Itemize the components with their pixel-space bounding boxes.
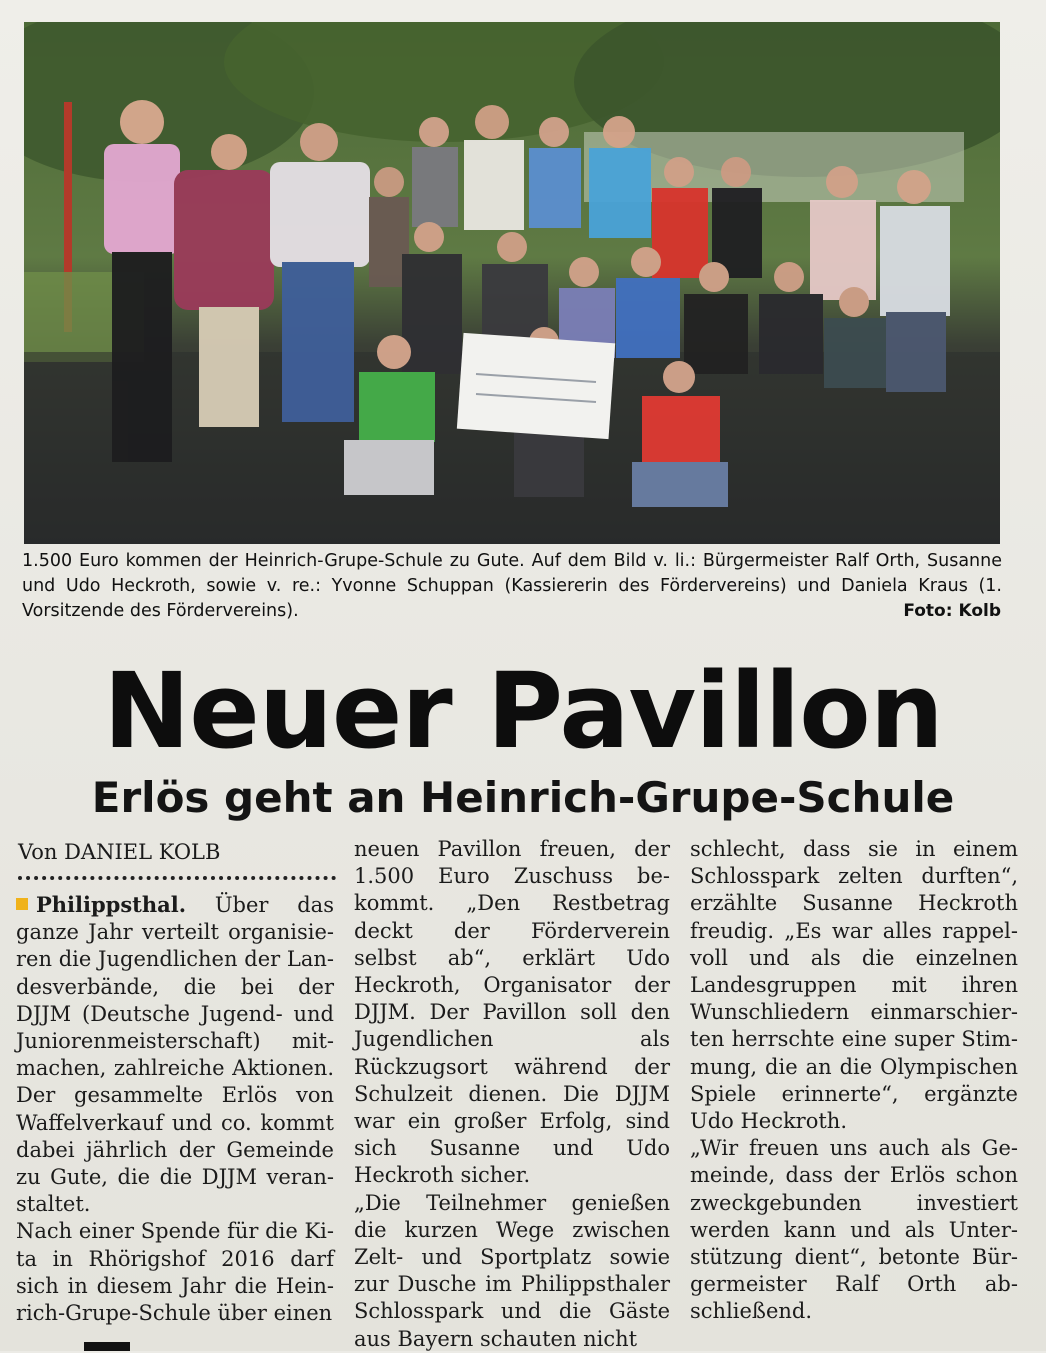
cheque-board: [457, 333, 615, 439]
headline: Neuer Pavillon: [103, 650, 943, 772]
subheadline: Erlös geht an Heinrich-Grupe-Schule: [91, 773, 955, 822]
paragraph-text: „Die Teilnehmer genießen die kurzen Wege zwischen Zelt- und Sportplatz sowie zur Dusche im Philippsthaler Schlosspark und die Gäste aus Bayern schauten nicht: [354, 1190, 670, 1351]
dateline: Philippsthal.: [36, 892, 187, 917]
article-paragraph: [354, 1190, 670, 1353]
square-bullet-icon: [16, 898, 28, 910]
article-column-2: [354, 836, 670, 1353]
paragraph-text: Über das ganze Jahr verteilt organisieren die Jugendlichen der Landesverbände, die bei der DJJM (Deutsche Jugend- und Juniorenmeisterschaft) mitmachen, zahlreiche Aktionen. Der gesammelte Erlös von Waffelverkauf und co. kommt dabei jährlich der Gemeinde zu Gute, die die DJJM veranstaltet.: [16, 893, 334, 1217]
article-paragraph: [354, 836, 670, 1190]
paragraph-text: neuen Pavillon freuen, der 1.500 Euro Zuschuss bekommt. „Den Restbetrag deckt der Förderverein selbst ab“, erklärt Udo Heckroth, Organisator der DJJM. Der Pavillon soll den Jugendlichen als Rückzugsort während der Schulzeit dienen. Die DJJM war ein großer Erfolg, sind sich Susanne und Udo Heckroth sicher.: [354, 837, 670, 1188]
article-paragraph: [690, 1135, 1018, 1325]
byline-divider: [18, 876, 336, 880]
paragraph-text: Nach einer Spende für die Kita in Rhörigshof 2016 darf sich in diesem Jahr die Heinrich-Grupe-Schule über einen: [16, 1219, 334, 1326]
group-photo-illustration: [24, 22, 1000, 544]
paragraph-text: „Wir freuen uns auch als Gemeinde, dass der Erlös schon zweckgebunden investiert werden kann und als Unterstützung dient“, betonte Bürgermeister Ralf Orth abschließend.: [690, 1136, 1018, 1324]
article-paragraph: [690, 836, 1018, 1135]
photo-caption: [22, 549, 1002, 624]
photo-credit: Foto: Kolb: [903, 601, 1001, 621]
paragraph-text: schlecht, dass sie in einem Schlosspark zelten durften“, erzählte Susanne Heckroth freudig. „Es war alles rappelvoll und als die einzelnen Landesgruppen mit ihren Wunschliedern einmarschierten herrschte eine super Stimmung, die an die Olympischen Spiele erinnerte“, ergänzte Udo Heckroth.: [690, 837, 1018, 1134]
group-photo: [24, 22, 1000, 544]
byline: Von DANIEL KOLB: [18, 840, 221, 864]
next-article-fragment: [84, 1342, 130, 1351]
article-paragraph: [16, 891, 334, 1218]
article-column-1: [16, 891, 334, 1327]
article-paragraph: [16, 1218, 334, 1327]
article-column-3: [690, 836, 1018, 1326]
caption-text: 1.500 Euro kommen der Heinrich-Grupe-Schule zu Gute. Auf dem Bild v. li.: Bürgermeister Ralf Orth, Susanne und Udo Heckroth, sowie v. re.: Yvonne Schuppan (Kassiererin des Fördervereins) und Daniela Kraus (1. Vorsitzende des Fördervereins).: [22, 551, 1002, 621]
